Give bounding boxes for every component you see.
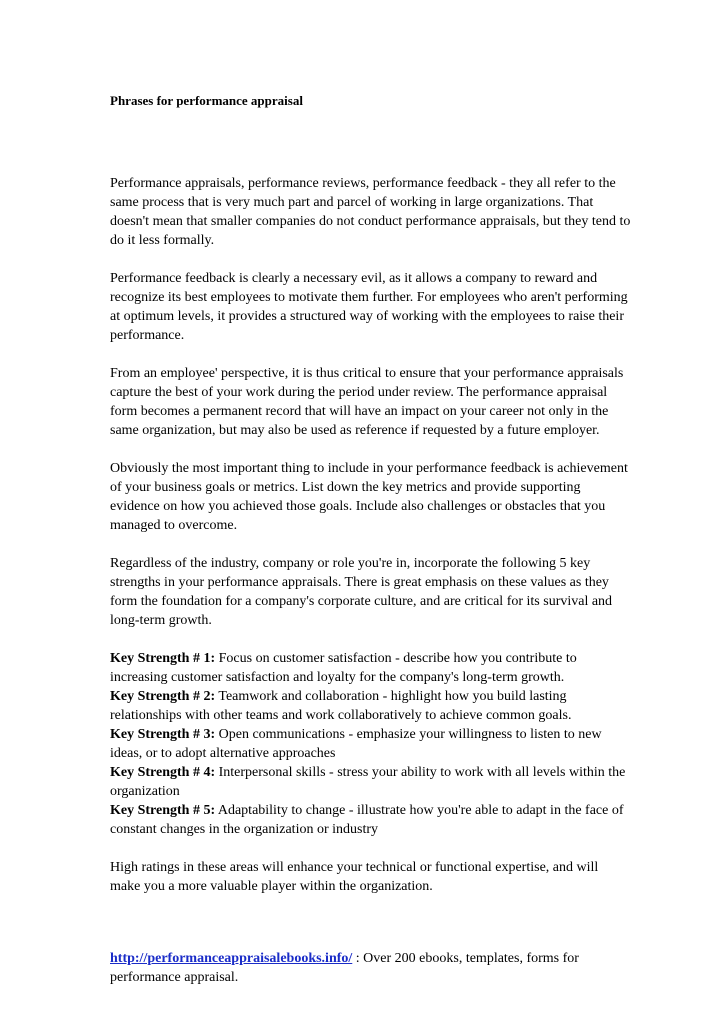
key-strength-text: Interpersonal skills - stress your ability to work with all levels within the organization: [110, 765, 626, 799]
footer-description: : Over 200 ebooks, templates, forms for performance appraisal.: [110, 951, 579, 985]
document-title: Phrases for performance appraisal: [110, 93, 303, 108]
key-strength-label: Key Strength # 3:: [110, 727, 216, 742]
key-strength-item: [110, 763, 632, 801]
key-strength-item: [110, 687, 632, 725]
key-strength-text: Adaptability to change - illustrate how you're able to adapt in the face of constant changes in the organization or industry: [110, 803, 624, 837]
key-strength-label: Key Strength # 2:: [110, 689, 216, 704]
paragraph-goals: Obviously the most important thing to include in your performance feedback is achievement of your business goals or metrics. List down the key metrics and provide supporting evidence on how you achieved those goals. Include also challenges or obstacles that you managed to overcome.: [110, 461, 628, 533]
key-strength-label: Key Strength # 1:: [110, 651, 216, 666]
key-strength-item: [110, 725, 632, 763]
document-body: [110, 174, 632, 987]
paragraph-perspective: From an employee' perspective, it is thus critical to ensure that your performance appraisals capture the best of your work during the period under review. The performance appraisal form becomes a permanent record that will have an impact on your career not only in the same organization, but may also be used as reference if requested by a future employer.: [110, 366, 624, 438]
key-strength-item: [110, 801, 632, 839]
paragraph-intro: Performance appraisals, performance reviews, performance feedback - they all refer to the same process that is very much part and parcel of working in large organizations. That doesn't mean that smaller companies do not conduct performance appraisals, but they tend to do it less formally.: [110, 176, 631, 248]
paragraph-closing: High ratings in these areas will enhance your technical or functional expertise, and will make you a more valuable player within the organization.: [110, 860, 599, 894]
key-strength-label: Key Strength # 5:: [110, 803, 216, 818]
key-strengths-list: [110, 649, 632, 839]
ebooks-link[interactable]: http://performanceappraisalebooks.info/: [110, 951, 353, 966]
key-strength-text: Teamwork and collaboration - highlight how you build lasting relationships with other teams and work collaboratively to achieve common goals.: [110, 689, 572, 723]
key-strength-text: Open communications - emphasize your willingness to listen to new ideas, or to adopt alternative approaches: [110, 727, 602, 761]
key-strength-label: Key Strength # 4:: [110, 765, 216, 780]
key-strength-text: Focus on customer satisfaction - describe how you contribute to increasing customer satisfaction and loyalty for the company's long-term growth.: [110, 651, 577, 685]
paragraph-feedback: Performance feedback is clearly a necessary evil, as it allows a company to reward and recognize its best employees to motivate them further. For employees who aren't performing at optimum levels, it provides a structured way of working with the employees to raise their performance.: [110, 271, 628, 343]
footer-note: [110, 949, 632, 987]
key-strength-item: [110, 649, 632, 687]
paragraph-strengths-intro: Regardless of the industry, company or role you're in, incorporate the following 5 key strengths in your performance appraisals. There is great emphasis on these values as they form the foundation for a company's corporate culture, and are critical for its survival and long-term growth.: [110, 556, 613, 628]
